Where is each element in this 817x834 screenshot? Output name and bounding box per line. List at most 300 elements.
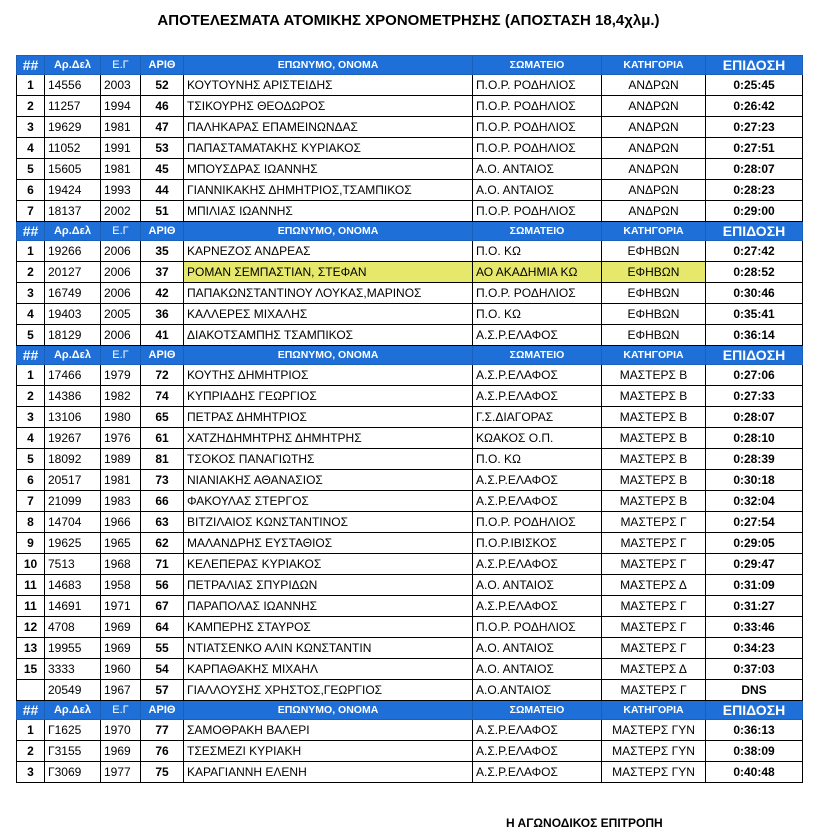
bib-number-cell: 75 (141, 762, 184, 783)
birth-year-cell: 1981 (101, 470, 141, 491)
table-row (17, 720, 803, 741)
athlete-name-cell: ΚΟΥΤΗΣ ΔΗΜΗΤΡΙΟΣ (184, 365, 473, 386)
header-reg: Αρ.Δελ (45, 701, 101, 720)
position-cell: 1 (17, 75, 45, 96)
athlete-name-cell: ΤΣΕΣΜΕΖΙ ΚΥΡΙΑΚΗ (184, 741, 473, 762)
category-cell: ΑΝΔΡΩΝ (602, 75, 706, 96)
header-time: ΕΠΙΔΟΣΗ (706, 222, 803, 241)
registration-cell: 18092 (45, 449, 101, 470)
time-cell: 0:28:39 (706, 449, 803, 470)
birth-year-cell: 2006 (101, 262, 141, 283)
header-club: ΣΩΜΑΤΕΙΟ (473, 222, 602, 241)
table-row (17, 283, 803, 304)
category-cell: ΜΑΣΤΕΡΣ Β (602, 449, 706, 470)
birth-year-cell: 2006 (101, 241, 141, 262)
athlete-name-cell: ΠΑΛΗΚΑΡΑΣ ΕΠΑΜΕΙΝΩΝΔΑΣ (184, 117, 473, 138)
category-cell: ΑΝΔΡΩΝ (602, 159, 706, 180)
athlete-name-cell: ΒΙΤΖΙΛΑΙΟΣ ΚΩΝΣΤΑΝΤΙΝΟΣ (184, 512, 473, 533)
category-cell: ΜΑΣΤΕΡΣ Γ (602, 617, 706, 638)
header-reg: Αρ.Δελ (45, 222, 101, 241)
birth-year-cell: 1971 (101, 596, 141, 617)
table-row (17, 241, 803, 262)
athlete-name-cell: ΤΣΟΚΟΣ ΠΑΝΑΓΙΩΤΗΣ (184, 449, 473, 470)
club-cell: Α.Ο. ΑΝΤΑΙΟΣ (473, 659, 602, 680)
category-cell: ΜΑΣΤΕΡΣ Β (602, 491, 706, 512)
position-cell: 7 (17, 201, 45, 222)
club-cell: ΚΩΑΚΟΣ Ο.Π. (473, 428, 602, 449)
group-header-row (17, 222, 803, 241)
club-cell: Π.Ο.Ρ.ΙΒΙΣΚΟΣ (473, 533, 602, 554)
position-cell: 1 (17, 365, 45, 386)
time-cell: 0:29:05 (706, 533, 803, 554)
table-row (17, 180, 803, 201)
club-cell: Α.Σ.Ρ.ΕΛΑΦΟΣ (473, 596, 602, 617)
birth-year-cell: 1968 (101, 554, 141, 575)
athlete-name-cell: ΓΙΑΛΛΟΥΣΗΣ ΧΡΗΣΤΟΣ,ΓΕΩΡΓΙΟΣ (184, 680, 473, 701)
bib-number-cell: 67 (141, 596, 184, 617)
header-category: ΚΑΤΗΓΟΡΙΑ (602, 346, 706, 365)
position-cell: 4 (17, 138, 45, 159)
table-row (17, 96, 803, 117)
time-cell: 0:28:07 (706, 159, 803, 180)
time-cell: 0:38:09 (706, 741, 803, 762)
header-category: ΚΑΤΗΓΟΡΙΑ (602, 56, 706, 75)
time-cell: 0:32:04 (706, 491, 803, 512)
header-name: ΕΠΩΝΥΜΟ, ΟΝΟΜΑ (184, 346, 473, 365)
birth-year-cell: 2002 (101, 201, 141, 222)
birth-year-cell: 1981 (101, 159, 141, 180)
position-cell: 13 (17, 638, 45, 659)
registration-cell: 16749 (45, 283, 101, 304)
results-table (16, 55, 803, 783)
time-cell: 0:27:54 (706, 512, 803, 533)
birth-year-cell: 1991 (101, 138, 141, 159)
table-row (17, 117, 803, 138)
header-time: ΕΠΙΔΟΣΗ (706, 56, 803, 75)
club-cell: Α.Ο. ΑΝΤΑΙΟΣ (473, 575, 602, 596)
header-bib: ΑΡΙΘ (141, 222, 184, 241)
category-cell: ΕΦΗΒΩΝ (602, 283, 706, 304)
results-body (17, 56, 803, 783)
birth-year-cell: 2006 (101, 283, 141, 304)
header-pos: ## (17, 701, 45, 720)
table-row (17, 201, 803, 222)
position-cell: 5 (17, 449, 45, 470)
position-cell: 1 (17, 241, 45, 262)
athlete-name-cell: ΠΑΡΑΠΟΛΑΣ ΙΩΑΝΝΗΣ (184, 596, 473, 617)
club-cell: Π.Ο.Ρ. ΡΟΔΗΛΙΟΣ (473, 201, 602, 222)
bib-number-cell: 73 (141, 470, 184, 491)
bib-number-cell: 53 (141, 138, 184, 159)
registration-cell: 14386 (45, 386, 101, 407)
birth-year-cell: 2006 (101, 325, 141, 346)
category-cell: ΑΝΔΡΩΝ (602, 96, 706, 117)
time-cell: 0:27:06 (706, 365, 803, 386)
athlete-name-cell: ΚΑΡΑΓΙΑΝΝΗ ΕΛΕΝΗ (184, 762, 473, 783)
registration-cell: 7513 (45, 554, 101, 575)
birth-year-cell: 1994 (101, 96, 141, 117)
registration-cell: 14691 (45, 596, 101, 617)
bib-number-cell: 41 (141, 325, 184, 346)
header-bib: ΑΡΙΘ (141, 56, 184, 75)
club-cell: Α.Ο. ΑΝΤΑΙΟΣ (473, 159, 602, 180)
bib-number-cell: 76 (141, 741, 184, 762)
registration-cell: 19625 (45, 533, 101, 554)
table-row (17, 533, 803, 554)
position-cell: 3 (17, 762, 45, 783)
table-row (17, 407, 803, 428)
club-cell: Π.Ο.Ρ. ΡΟΔΗΛΙΟΣ (473, 96, 602, 117)
category-cell: ΜΑΣΤΕΡΣ ΓΥΝ (602, 741, 706, 762)
registration-cell: 20517 (45, 470, 101, 491)
time-cell: 0:29:00 (706, 201, 803, 222)
time-cell: 0:36:13 (706, 720, 803, 741)
birth-year-cell: 1969 (101, 638, 141, 659)
athlete-name-cell: ΜΑΛΑΝΔΡΗΣ ΕΥΣΤΑΘΙΟΣ (184, 533, 473, 554)
bib-number-cell: 44 (141, 180, 184, 201)
category-cell: ΜΑΣΤΕΡΣ ΓΥΝ (602, 762, 706, 783)
table-row (17, 325, 803, 346)
category-cell: ΑΝΔΡΩΝ (602, 117, 706, 138)
header-time: ΕΠΙΔΟΣΗ (706, 701, 803, 720)
athlete-name-cell: ΜΠΙΛΙΑΣ ΙΩΑΝΝΗΣ (184, 201, 473, 222)
position-cell: 4 (17, 304, 45, 325)
position-cell: 6 (17, 470, 45, 491)
header-name: ΕΠΩΝΥΜΟ, ΟΝΟΜΑ (184, 56, 473, 75)
table-row (17, 428, 803, 449)
time-cell: 0:28:10 (706, 428, 803, 449)
club-cell: Α.Σ.Ρ.ΕΛΑΦΟΣ (473, 762, 602, 783)
position-cell: 3 (17, 283, 45, 304)
athlete-name-cell: ΚΟΥΤΟΥΝΗΣ ΑΡΙΣΤΕΙΔΗΣ (184, 75, 473, 96)
table-row (17, 596, 803, 617)
header-category: ΚΑΤΗΓΟΡΙΑ (602, 701, 706, 720)
club-cell: Π.Ο.Ρ. ΡΟΔΗΛΙΟΣ (473, 138, 602, 159)
time-cell: 0:27:23 (706, 117, 803, 138)
time-cell: 0:33:46 (706, 617, 803, 638)
position-cell: 11 (17, 575, 45, 596)
position-cell: 8 (17, 512, 45, 533)
club-cell: Α.Ο.ΑΝΤΑΙΟΣ (473, 680, 602, 701)
birth-year-cell: 1982 (101, 386, 141, 407)
registration-cell: Γ3155 (45, 741, 101, 762)
table-row (17, 449, 803, 470)
athlete-name-cell: ΡΟΜΑΝ ΣΕΜΠΑΣΤΙΑΝ, ΣΤΕΦΑΝ (184, 262, 473, 283)
time-cell: 0:28:23 (706, 180, 803, 201)
time-cell: 0:35:41 (706, 304, 803, 325)
athlete-name-cell: ΤΣΙΚΟΥΡΗΣ ΘΕΟΔΩΡΟΣ (184, 96, 473, 117)
registration-cell: 13106 (45, 407, 101, 428)
category-cell: ΜΑΣΤΕΡΣ Β (602, 470, 706, 491)
club-cell: Π.Ο.Ρ. ΡΟΔΗΛΙΟΣ (473, 283, 602, 304)
club-cell: Α.Σ.Ρ.ΕΛΑΦΟΣ (473, 365, 602, 386)
category-cell: ΕΦΗΒΩΝ (602, 241, 706, 262)
club-cell: Π.Ο. ΚΩ (473, 241, 602, 262)
position-cell: 9 (17, 533, 45, 554)
position-cell: 2 (17, 262, 45, 283)
header-reg: Αρ.Δελ (45, 56, 101, 75)
time-cell: 0:29:47 (706, 554, 803, 575)
bib-number-cell: 55 (141, 638, 184, 659)
bib-number-cell: 56 (141, 575, 184, 596)
registration-cell: 11257 (45, 96, 101, 117)
birth-year-cell: 1958 (101, 575, 141, 596)
committee-signature: Η ΑΓΩΝΟΔΙΚΟΣ ΕΠΙΤΡΟΠΗ (506, 816, 663, 830)
athlete-name-cell: ΠΕΤΡΑΣ ΔΗΜΗΤΡΙΟΣ (184, 407, 473, 428)
category-cell: ΜΑΣΤΕΡΣ Δ (602, 659, 706, 680)
position-cell: 15 (17, 659, 45, 680)
category-cell: ΑΝΔΡΩΝ (602, 180, 706, 201)
category-cell: ΜΑΣΤΕΡΣ ΓΥΝ (602, 720, 706, 741)
birth-year-cell: 1970 (101, 720, 141, 741)
group-header-row (17, 346, 803, 365)
category-cell: ΕΦΗΒΩΝ (602, 262, 706, 283)
club-cell: Π.Ο.Ρ. ΡΟΔΗΛΙΟΣ (473, 617, 602, 638)
club-cell: Α.Σ.Ρ.ΕΛΑΦΟΣ (473, 470, 602, 491)
athlete-name-cell: ΚΑΡΠΑΘΑΚΗΣ ΜΙΧΑΗΛ (184, 659, 473, 680)
table-row (17, 304, 803, 325)
birth-year-cell: 1980 (101, 407, 141, 428)
position-cell: 12 (17, 617, 45, 638)
birth-year-cell: 1983 (101, 491, 141, 512)
position-cell: 5 (17, 159, 45, 180)
position-cell: 10 (17, 554, 45, 575)
position-cell: 3 (17, 117, 45, 138)
athlete-name-cell: ΝΙΑΝΙΑΚΗΣ ΑΘΑΝΑΣΙΟΣ (184, 470, 473, 491)
birth-year-cell: 1966 (101, 512, 141, 533)
birth-year-cell: 1976 (101, 428, 141, 449)
registration-cell: 20127 (45, 262, 101, 283)
birth-year-cell: 2003 (101, 75, 141, 96)
time-cell: 0:30:46 (706, 283, 803, 304)
table-row (17, 617, 803, 638)
birth-year-cell: 1965 (101, 533, 141, 554)
registration-cell: 19403 (45, 304, 101, 325)
category-cell: ΜΑΣΤΕΡΣ Γ (602, 512, 706, 533)
bib-number-cell: 45 (141, 159, 184, 180)
club-cell: Α.Ο. ΑΝΤΑΙΟΣ (473, 180, 602, 201)
registration-cell: 20549 (45, 680, 101, 701)
time-cell: 0:34:23 (706, 638, 803, 659)
birth-year-cell: 1969 (101, 741, 141, 762)
birth-year-cell: 1969 (101, 617, 141, 638)
category-cell: ΜΑΣΤΕΡΣ Γ (602, 554, 706, 575)
category-cell: ΜΑΣΤΕΡΣ Γ (602, 533, 706, 554)
category-cell: ΜΑΣΤΕΡΣ Β (602, 386, 706, 407)
table-row (17, 575, 803, 596)
header-club: ΣΩΜΑΤΕΙΟ (473, 56, 602, 75)
club-cell: Α.Σ.Ρ.ΕΛΑΦΟΣ (473, 741, 602, 762)
header-pos: ## (17, 56, 45, 75)
bib-number-cell: 52 (141, 75, 184, 96)
bib-number-cell: 51 (141, 201, 184, 222)
table-row (17, 75, 803, 96)
birth-year-cell: 1979 (101, 365, 141, 386)
birth-year-cell: 1977 (101, 762, 141, 783)
bib-number-cell: 81 (141, 449, 184, 470)
birth-year-cell: 1967 (101, 680, 141, 701)
time-cell: 0:27:33 (706, 386, 803, 407)
registration-cell: 19955 (45, 638, 101, 659)
registration-cell: 14556 (45, 75, 101, 96)
registration-cell: 19629 (45, 117, 101, 138)
category-cell: ΜΑΣΤΕΡΣ Γ (602, 596, 706, 617)
athlete-name-cell: ΚΑΡΝΕΖΟΣ ΑΝΔΡΕΑΣ (184, 241, 473, 262)
table-row (17, 138, 803, 159)
bib-number-cell: 62 (141, 533, 184, 554)
bib-number-cell: 36 (141, 304, 184, 325)
header-year: Ε.Γ (101, 346, 141, 365)
athlete-name-cell: ΚΥΠΡΙΑΔΗΣ ΓΕΩΡΓΙΟΣ (184, 386, 473, 407)
time-cell: 0:37:03 (706, 659, 803, 680)
header-year: Ε.Γ (101, 701, 141, 720)
time-cell: 0:28:07 (706, 407, 803, 428)
club-cell: Α.Σ.Ρ.ΕΛΑΦΟΣ (473, 386, 602, 407)
club-cell: Γ.Σ.ΔΙΑΓΟΡΑΣ (473, 407, 602, 428)
position-cell: 1 (17, 720, 45, 741)
athlete-name-cell: ΦΑΚΟΥΛΑΣ ΣΤΕΡΓΟΣ (184, 491, 473, 512)
header-category: ΚΑΤΗΓΟΡΙΑ (602, 222, 706, 241)
bib-number-cell: 77 (141, 720, 184, 741)
athlete-name-cell: ΚΑΜΠΕΡΗΣ ΣΤΑΥΡΟΣ (184, 617, 473, 638)
table-row (17, 741, 803, 762)
bib-number-cell: 65 (141, 407, 184, 428)
position-cell: 6 (17, 180, 45, 201)
header-bib: ΑΡΙΘ (141, 701, 184, 720)
bib-number-cell: 47 (141, 117, 184, 138)
time-cell: 0:27:51 (706, 138, 803, 159)
birth-year-cell: 1993 (101, 180, 141, 201)
header-pos: ## (17, 222, 45, 241)
category-cell: ΑΝΔΡΩΝ (602, 201, 706, 222)
time-cell: 0:31:27 (706, 596, 803, 617)
registration-cell: 19267 (45, 428, 101, 449)
header-bib: ΑΡΙΘ (141, 346, 184, 365)
bib-number-cell: 42 (141, 283, 184, 304)
athlete-name-cell: ΚΕΛΕΠΕΡΑΣ ΚΥΡΙΑΚΟΣ (184, 554, 473, 575)
bib-number-cell: 64 (141, 617, 184, 638)
bib-number-cell: 46 (141, 96, 184, 117)
club-cell: Π.Ο. ΚΩ (473, 449, 602, 470)
birth-year-cell: 1960 (101, 659, 141, 680)
table-row (17, 470, 803, 491)
position-cell: 7 (17, 491, 45, 512)
athlete-name-cell: ΠΕΤΡΑΛΙΑΣ ΣΠΥΡΙΔΩΝ (184, 575, 473, 596)
club-cell: Α.Σ.Ρ.ΕΛΑΦΟΣ (473, 554, 602, 575)
club-cell: Π.Ο.Ρ. ΡΟΔΗΛΙΟΣ (473, 75, 602, 96)
time-cell: 0:25:45 (706, 75, 803, 96)
time-cell: DNS (706, 680, 803, 701)
club-cell: ΑΟ ΑΚΑΔΗΜΙΑ ΚΩ (473, 262, 602, 283)
header-year: Ε.Γ (101, 56, 141, 75)
position-cell: 2 (17, 741, 45, 762)
position-cell: 2 (17, 96, 45, 117)
category-cell: ΕΦΗΒΩΝ (602, 304, 706, 325)
table-row (17, 554, 803, 575)
position-cell: 5 (17, 325, 45, 346)
time-cell: 0:31:09 (706, 575, 803, 596)
athlete-name-cell: ΣΑΜΟΘΡΑΚΗ ΒΑΛΕΡΙ (184, 720, 473, 741)
category-cell: ΑΝΔΡΩΝ (602, 138, 706, 159)
birth-year-cell: 1989 (101, 449, 141, 470)
registration-cell: 14683 (45, 575, 101, 596)
header-year: Ε.Γ (101, 222, 141, 241)
page-title: ΑΠΟΤΕΛΕΣΜΑΤΑ ΑΤΟΜΙΚΗΣ ΧΡΟΝΟΜΕΤΡΗΣΗΣ (ΑΠΟΣΤΑΣΗ 18,4χλμ.) (157, 12, 660, 29)
athlete-name-cell: ΠΑΠΑΚΩΝΣΤΑΝΤΙΝΟΥ ΛΟΥΚΑΣ,ΜΑΡΙΝΟΣ (184, 283, 473, 304)
category-cell: ΕΦΗΒΩΝ (602, 325, 706, 346)
position-cell: 3 (17, 407, 45, 428)
athlete-name-cell: ΝΤΙΑΤΣΕΝΚΟ ΑΛΙΝ ΚΩΝΣΤΑΝΤΙΝ (184, 638, 473, 659)
club-cell: Α.Σ.Ρ.ΕΛΑΦΟΣ (473, 720, 602, 741)
club-cell: Π.Ο. ΚΩ (473, 304, 602, 325)
header-name: ΕΠΩΝΥΜΟ, ΟΝΟΜΑ (184, 701, 473, 720)
header-reg: Αρ.Δελ (45, 346, 101, 365)
table-row (17, 159, 803, 180)
table-row (17, 386, 803, 407)
bib-number-cell: 61 (141, 428, 184, 449)
header-name: ΕΠΩΝΥΜΟ, ΟΝΟΜΑ (184, 222, 473, 241)
registration-cell: Γ3069 (45, 762, 101, 783)
category-cell: ΜΑΣΤΕΡΣ Γ (602, 638, 706, 659)
registration-cell: 15605 (45, 159, 101, 180)
bib-number-cell: 72 (141, 365, 184, 386)
header-club: ΣΩΜΑΤΕΙΟ (473, 701, 602, 720)
registration-cell: 11052 (45, 138, 101, 159)
registration-cell: 17466 (45, 365, 101, 386)
bib-number-cell: 74 (141, 386, 184, 407)
table-row (17, 638, 803, 659)
time-cell: 0:36:14 (706, 325, 803, 346)
bib-number-cell: 71 (141, 554, 184, 575)
registration-cell: Γ1625 (45, 720, 101, 741)
time-cell: 0:26:42 (706, 96, 803, 117)
position-cell: 11 (17, 596, 45, 617)
athlete-name-cell: ΔΙΑΚΟΤΣΑΜΠΗΣ ΤΣΑΜΠΙΚΟΣ (184, 325, 473, 346)
table-row (17, 262, 803, 283)
header-club: ΣΩΜΑΤΕΙΟ (473, 346, 602, 365)
category-cell: ΜΑΣΤΕΡΣ Γ (602, 680, 706, 701)
registration-cell: 3333 (45, 659, 101, 680)
position-cell: 4 (17, 428, 45, 449)
time-cell: 0:28:52 (706, 262, 803, 283)
time-cell: 0:27:42 (706, 241, 803, 262)
club-cell: Π.Ο.Ρ. ΡΟΔΗΛΙΟΣ (473, 512, 602, 533)
bib-number-cell: 66 (141, 491, 184, 512)
athlete-name-cell: ΠΑΠΑΣΤΑΜΑΤΑΚΗΣ ΚΥΡΙΑΚΟΣ (184, 138, 473, 159)
birth-year-cell: 1981 (101, 117, 141, 138)
table-row (17, 491, 803, 512)
group-header-row (17, 56, 803, 75)
table-row (17, 512, 803, 533)
bib-number-cell: 35 (141, 241, 184, 262)
birth-year-cell: 2005 (101, 304, 141, 325)
registration-cell: 21099 (45, 491, 101, 512)
category-cell: ΜΑΣΤΕΡΣ Β (602, 428, 706, 449)
club-cell: Π.Ο.Ρ. ΡΟΔΗΛΙΟΣ (473, 117, 602, 138)
registration-cell: 19424 (45, 180, 101, 201)
bib-number-cell: 63 (141, 512, 184, 533)
registration-cell: 19266 (45, 241, 101, 262)
registration-cell: 14704 (45, 512, 101, 533)
category-cell: ΜΑΣΤΕΡΣ Β (602, 407, 706, 428)
club-cell: Α.Ο. ΑΝΤΑΙΟΣ (473, 638, 602, 659)
position-cell (17, 680, 45, 701)
position-cell: 2 (17, 386, 45, 407)
bib-number-cell: 37 (141, 262, 184, 283)
table-row (17, 365, 803, 386)
athlete-name-cell: ΓΙΑΝΝΙΚΑΚΗΣ ΔΗΜΗΤΡΙΟΣ,ΤΣΑΜΠΙΚΟΣ (184, 180, 473, 201)
registration-cell: 18137 (45, 201, 101, 222)
